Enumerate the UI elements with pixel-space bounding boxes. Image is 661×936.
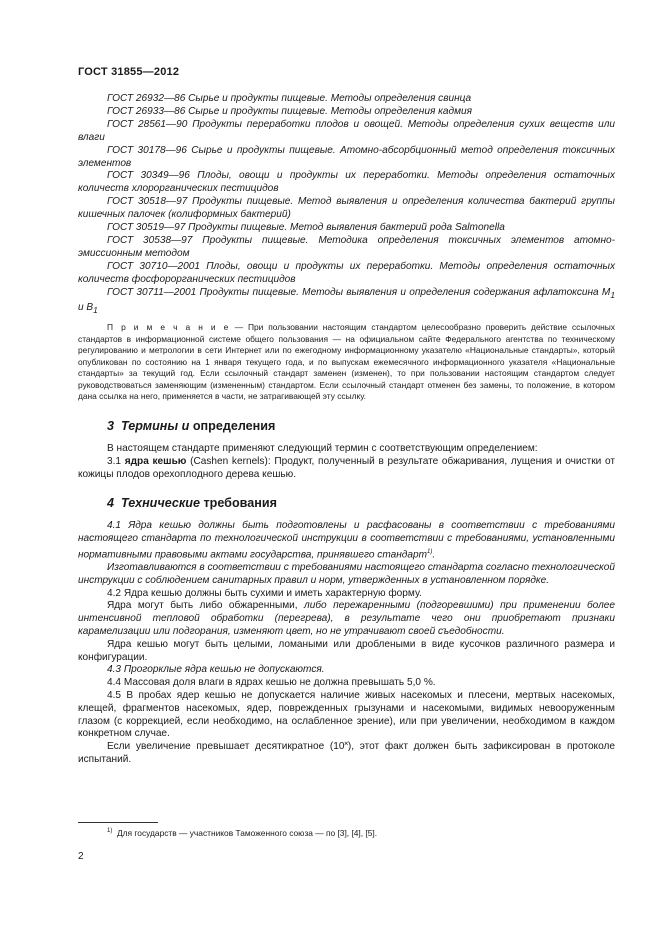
clause-4-1-continued: Изготавливаются в соответствии с требованиями настоящего стандарта согласно технологической инструкции с соблюдением санитарных правил и норм, утвержденных в установленном порядке.	[78, 562, 615, 586]
section-number: 4	[107, 496, 115, 511]
note-text: — При пользовании настоящим стандартом целесообразно проверить действие ссылочных стандартов в информационной системе общего пользования — на официальном сайте Федерального агентства по техническому регулированию и метрологии в сети Интернет или по ежегодному информационному указателю «Национальные стандарты», который опубликован по состоянию на 1 января текущего года, и по выпускам ежемесячного информационного указателя «Национальные стандарты» за текущий год. Если ссылочный стандарт заменен (изменен), то при пользовании настоящим стандартом следует руководствоваться заменяющим (измененным) стандартом. Если ссылочный стандарт отменен без замены, то положение, в котором дана ссылка на него, применяется в части, не затрагивающей эту ссылку.	[78, 322, 615, 402]
section-number: 3	[107, 418, 115, 433]
term-definition	[78, 456, 615, 482]
reference-item: ГОСТ 30518—97 Продукты пищевые. Метод выявления и определения количества бактерий группы кишечных палочек (колиформных бактерий)	[78, 196, 615, 221]
section-title-part: требования	[203, 496, 277, 511]
reference-item: ГОСТ 30178—96 Сырье и продукты пищевые. Атомно-абсорбционный метод определения токсичных элементов	[78, 144, 615, 169]
footnote-mark: 1)	[107, 828, 113, 835]
reference-item: ГОСТ 30538—97 Продукты пищевые. Методика определения токсичных элементов атомно-эмиссионным методом	[78, 234, 615, 259]
subscript: 1	[610, 289, 615, 300]
section-4-heading	[107, 496, 615, 510]
section-title-part: Технические	[121, 496, 200, 511]
reference-item: ГОСТ 26932—86 Сырье и продукты пищевые. Методы определения свинца	[107, 93, 472, 104]
footnote	[107, 828, 377, 838]
footnote-ref: 1)	[427, 548, 433, 555]
section-3-intro: В настоящем стандарте применяют следующий термин с соответствующим определением:	[107, 442, 538, 454]
document-body	[78, 93, 615, 767]
clause-4-2-shape: Ядра кешью могут быть целыми, ломаными или дроблеными в виде кусочков различного размера и конфигурации.	[78, 638, 615, 663]
clause-4-5-continued: Если увеличение превышает десятикратное (10˟), этот факт должен быть зафиксирован в протоколе испытаний.	[78, 741, 615, 766]
reference-item-aflatoxin	[78, 287, 615, 317]
clause-text-italic: либо пережаренными (подгоревшими) при применении более интенсивной тепловой обработки (перегрева), в результате чего они приобретают признаки карамелизации или подгорания, изменяют цвет, но не утрачивают своей съедобности.	[78, 600, 615, 638]
clause-4-4: 4.4 Массовая доля влаги в ядрах кешью не должна превышать 5,0 %.	[107, 677, 436, 689]
clause-4-2: 4.2 Ядра кешью должны быть сухими и иметь характерную форму.	[107, 587, 422, 599]
clause-text-end: .	[432, 549, 436, 561]
clause-text: 4.1 Ядра кешью должны быть подготовлены и расфасованы в соответствии с требованиями настоящего стандарта по технологической инструкции в соответствии с требованиями, установленными нормативными правовыми актами государства, принявшего стандарт	[78, 520, 615, 561]
section-title-part: определения	[192, 418, 276, 433]
document-header: ГОСТ 31855—2012	[78, 66, 180, 78]
clause-text: Ядра могут быть либо обжаренными,	[107, 600, 305, 612]
clause-4-1	[78, 520, 615, 562]
term-definition-text: (Cashen kernels): Продукт, полученный в результате обжаривания, лущения и очистки от кожицы плодов орехоплодного дерева кешью.	[78, 455, 615, 480]
page-number: 2	[78, 851, 84, 862]
section-title-part: Термины	[121, 418, 179, 433]
section-title-part: и	[181, 418, 190, 433]
term-number: 3.1	[107, 455, 122, 467]
footnote-divider	[78, 822, 158, 823]
reference-item: ГОСТ 28561—90 Продукты переработки плодов и овощей. Методы определения сухих веществ или влаги	[78, 118, 615, 143]
reference-text-mid: и B	[78, 301, 94, 313]
reference-item: ГОСТ 30519—97 Продукты пищевые. Метод выявления бактерий рода Salmonella	[107, 222, 505, 234]
reference-item: ГОСТ 26933—86 Сырье и продукты пищевые. Методы определения кадмия	[107, 105, 473, 117]
reference-text: ГОСТ 30711—2001 Продукты пищевые. Методы выявления и определения содержания афлатоксина M	[107, 286, 611, 298]
reference-item: ГОСТ 30349—96 Плоды, овощи и продукты их переработки. Методы определения остаточных количеств хлорорганических пестицидов	[78, 170, 615, 195]
reference-item: ГОСТ 30710—2001 Плоды, овощи и продукты их переработки. Методы определения остаточных количеств фосфорорганических пестицидов	[78, 260, 615, 285]
subscript: 1	[93, 304, 98, 315]
clause-4-5: 4.5 В пробах ядер кешью не допускается наличие живых насекомых и плесени, мертвых насекомых, клещей, фрагментов насекомых, ядер, поврежденных грызунами и насекомыми, видимых невооруженным глазом (с коррекцией, если необходимо, на ослабленное зрение), или при увеличении, необходимом в каждом конкретном случае.	[78, 690, 615, 740]
clause-4-2-roast	[78, 600, 615, 638]
term-name: ядра кешью	[124, 455, 187, 467]
normative-references-list	[78, 93, 615, 316]
section-3-heading	[107, 419, 615, 433]
note-paragraph	[78, 322, 615, 403]
clause-4-3: 4.3 Прогорклые ядра кешью не допускаются.	[107, 664, 325, 676]
note-label: П р и м е ч а н и е	[107, 322, 230, 333]
footnote-text: Для государств — участников Таможенного союза — по [3], [4], [5].	[117, 828, 378, 838]
